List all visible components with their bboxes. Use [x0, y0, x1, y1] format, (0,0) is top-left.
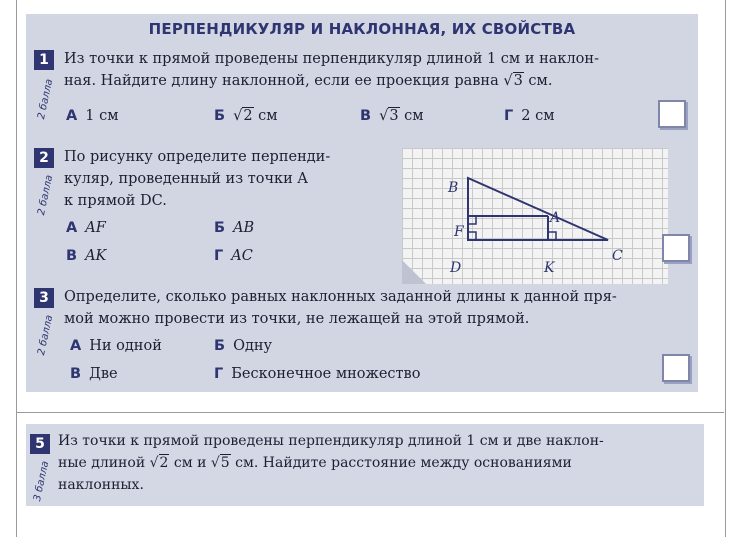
question-1-line-2: ная. Найдите длину наклонной, если ее проекция равна √3 см. [64, 70, 599, 92]
square-root-sign-icon: √2 [233, 108, 253, 124]
option-1-a[interactable]: А 1 см [66, 108, 119, 124]
question-points-2: 2 балла [36, 174, 56, 217]
page-title: ПЕРПЕНДИКУЛЯР И НАКЛОННАЯ, ИХ СВОЙСТВА [148, 20, 576, 38]
worksheet-card-5 [26, 424, 704, 506]
option-2-d[interactable]: Г AC [214, 248, 253, 264]
label-f: F [454, 224, 464, 240]
question-text-5: Из точки к прямой проведены перпендикуляр длиной 1 см и две наклон- ные длиной √2 см и √5 см. Найдите расстояние между основаниями наклонных. [58, 433, 604, 493]
question-points-5: 3 балла [32, 460, 52, 503]
square-root-sign-icon: √5 [210, 455, 230, 471]
option-3-c[interactable]: В Две [70, 366, 118, 382]
answer-box-2[interactable] [662, 234, 690, 262]
square-root-sign-icon: √2 [149, 455, 169, 471]
question-points-1: 2 балла [36, 78, 56, 121]
label-c: C [612, 248, 623, 264]
right-angle-f [468, 216, 476, 224]
label-b: B [448, 180, 459, 196]
option-2-c[interactable]: В AK [66, 248, 107, 264]
question-number-5: 5 [30, 434, 50, 454]
square-root-sign-icon: √3 [379, 108, 399, 124]
option-3-b[interactable]: Б Одну [214, 338, 273, 354]
square-root-sign-icon: √3 [503, 73, 523, 89]
right-angle-k [548, 232, 556, 240]
question-number-3: 3 [34, 288, 54, 308]
row-divider [16, 412, 724, 413]
triangle-bdc [468, 178, 608, 240]
option-1-d[interactable]: Г 2 см [504, 108, 555, 124]
option-3-d[interactable]: Г Бесконечное множество [214, 366, 421, 382]
question-text-1 [64, 48, 599, 92]
answer-box-1[interactable] [658, 100, 686, 128]
right-angle-d [468, 232, 476, 240]
label-d: D [450, 260, 462, 276]
answer-box-3[interactable] [662, 354, 690, 382]
option-3-a[interactable]: А Ни одной [70, 338, 162, 354]
triangle-figure [402, 148, 668, 284]
option-1-b[interactable]: Б √2 см [214, 108, 278, 124]
label-k: K [544, 260, 555, 276]
question-text-3: Определите, сколько равных наклонных заданной длины к данной пря- мой можно провести из точки, не лежащей на этой прямой. [64, 289, 617, 327]
question-number-2: 2 [34, 148, 54, 168]
worksheet-card [26, 14, 698, 392]
question-points-3: 2 балла [36, 314, 56, 357]
question-number-1: 1 [34, 50, 54, 70]
question-text-2: По рисунку определите перпенди- куляр, проведенный из точки A к прямой DC. [64, 149, 331, 209]
option-2-a[interactable]: А AF [66, 220, 106, 236]
question-1-line-1: Из точки к прямой проведены перпендикуляр длиной 1 см и наклон- [64, 51, 599, 67]
option-1-c[interactable]: В √3 см [360, 108, 424, 124]
label-a: A [550, 210, 561, 226]
option-2-b[interactable]: Б AB [214, 220, 255, 236]
